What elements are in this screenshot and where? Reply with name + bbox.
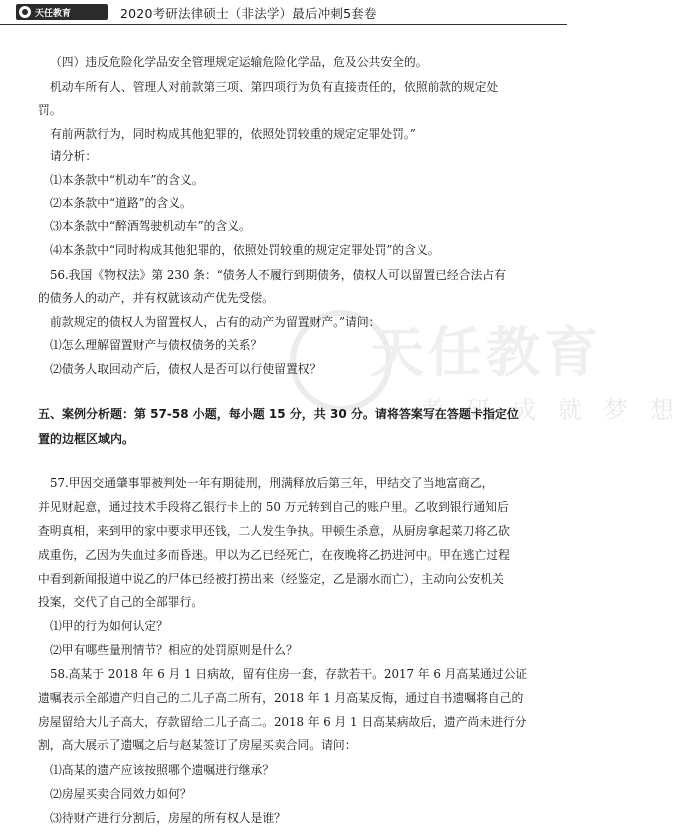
list-item: ⑴甲的行为如何认定？ [50, 619, 168, 633]
text-line: 房屋留给大儿子高大，存款留给二儿子高二。2018 年 6 月 1 日高某病故后，遗产尚未进行分 [38, 715, 527, 729]
page-header [0, 0, 567, 25]
section-title: 五、案例分析题：第 57-58 小题，每小题 15 分，共 30 分。请将答案写在答题卡指定位 [38, 407, 519, 421]
list-item: ⑵本条款中“道路”的含义。 [50, 196, 192, 210]
page-title: 2020考研法律硕士（非法学）最后冲刺5套卷 [120, 6, 377, 21]
question-56: 56.我国《物权法》第 230 条：“债务人不履行到期债务，债权人可以留置已经合法占有 [50, 268, 506, 282]
text-line: 前款规定的债权人为留置权人，占有的动产为留置财产。”请问： [50, 315, 381, 329]
text-line: 遗嘱表示全部遗产归自己的二儿子高二所有，2018 年 1 月高某反悔，通过自书遗嘱将自己的 [38, 691, 524, 705]
list-item: ⑴本条款中“机动车”的含义。 [50, 173, 204, 187]
text-line: 查明真相，来到甲的家中要求甲还钱，二人发生争执。甲顿生杀意，从厨房拿起菜刀将乙砍 [38, 524, 510, 538]
section-title: 置的边框区域内。 [38, 432, 135, 446]
text-line: 并见财起意，通过技术手段将乙银行卡上的 50 万元转到自己的账户里。乙收到银行通知后 [38, 500, 509, 514]
text-line: （四）违反危险化学品安全管理规定运输危险化学品，危及公共安全的。 [50, 55, 428, 69]
list-item: ⑶待财产进行分割后，房屋的所有权人是谁？ [50, 811, 286, 825]
list-item: ⑴高某的遗产应该按照哪个遗嘱进行继承？ [50, 763, 275, 777]
text-line: 成重伤，乙因为失血过多而昏迷。甲以为乙已经死亡，在夜晚将乙扔进河中。甲在逃亡过程 [38, 548, 510, 562]
question-58: 58.高某于 2018 年 6 月 1 日病故，留有住房一套，存款若干。2017 年 6 月高某通过公证 [50, 667, 528, 681]
question-57: 57.甲因交通肇事罪被判处一年有期徒刑，刑满释放后第三年，甲结交了当地富商乙， [50, 476, 494, 490]
brand-logo [16, 4, 108, 20]
watermark-sub-text: 考研成就梦想 [420, 396, 696, 424]
text-line: 机动车所有人、管理人对前款第三项、第四项行为负有直接责任的，依照前款的规定处 [50, 80, 499, 94]
text-line: 中看到新闻报道中说乙的尸体已经被打捞出来（经鉴定，乙是溺水而亡），主动向公安机关 [38, 572, 504, 586]
text-line: 的债务人的动产，并有权就该动产优先受偿。 [38, 291, 274, 305]
list-item: ⑴怎么理解留置财产与债权债务的关系？ [50, 338, 263, 352]
text-line: 投案，交代了自己的全部罪行。 [38, 595, 204, 609]
text-line: 请分析： [50, 149, 98, 163]
text-line: 罚。 [38, 103, 62, 117]
list-item: ⑵甲有哪些量刑情节？相应的处罚原则是什么？ [50, 643, 298, 657]
list-item: ⑵债务人取回动产后，债权人是否可以行使留置权？ [50, 362, 322, 376]
list-item: ⑷本条款中“同时构成其他犯罪的，依照处罚较重的规定定罪处罚”的含义。 [50, 243, 440, 257]
text-line: 有前两款行为，同时构成其他犯罪的，依照处罚较重的规定定罪处罚。” [50, 127, 416, 141]
text-line: 割，高大展示了遗嘱之后与赵某签订了房屋买卖合同。请问： [38, 738, 357, 752]
logo-text: 天任教育 [35, 8, 72, 19]
logo-icon [19, 6, 31, 18]
watermark-main-text: 天任教育 [370, 321, 602, 384]
list-item: ⑶本条款中“醉酒驾驶机动车”的含义。 [50, 219, 251, 233]
list-item: ⑵房屋买卖合同效力如何？ [50, 787, 192, 801]
